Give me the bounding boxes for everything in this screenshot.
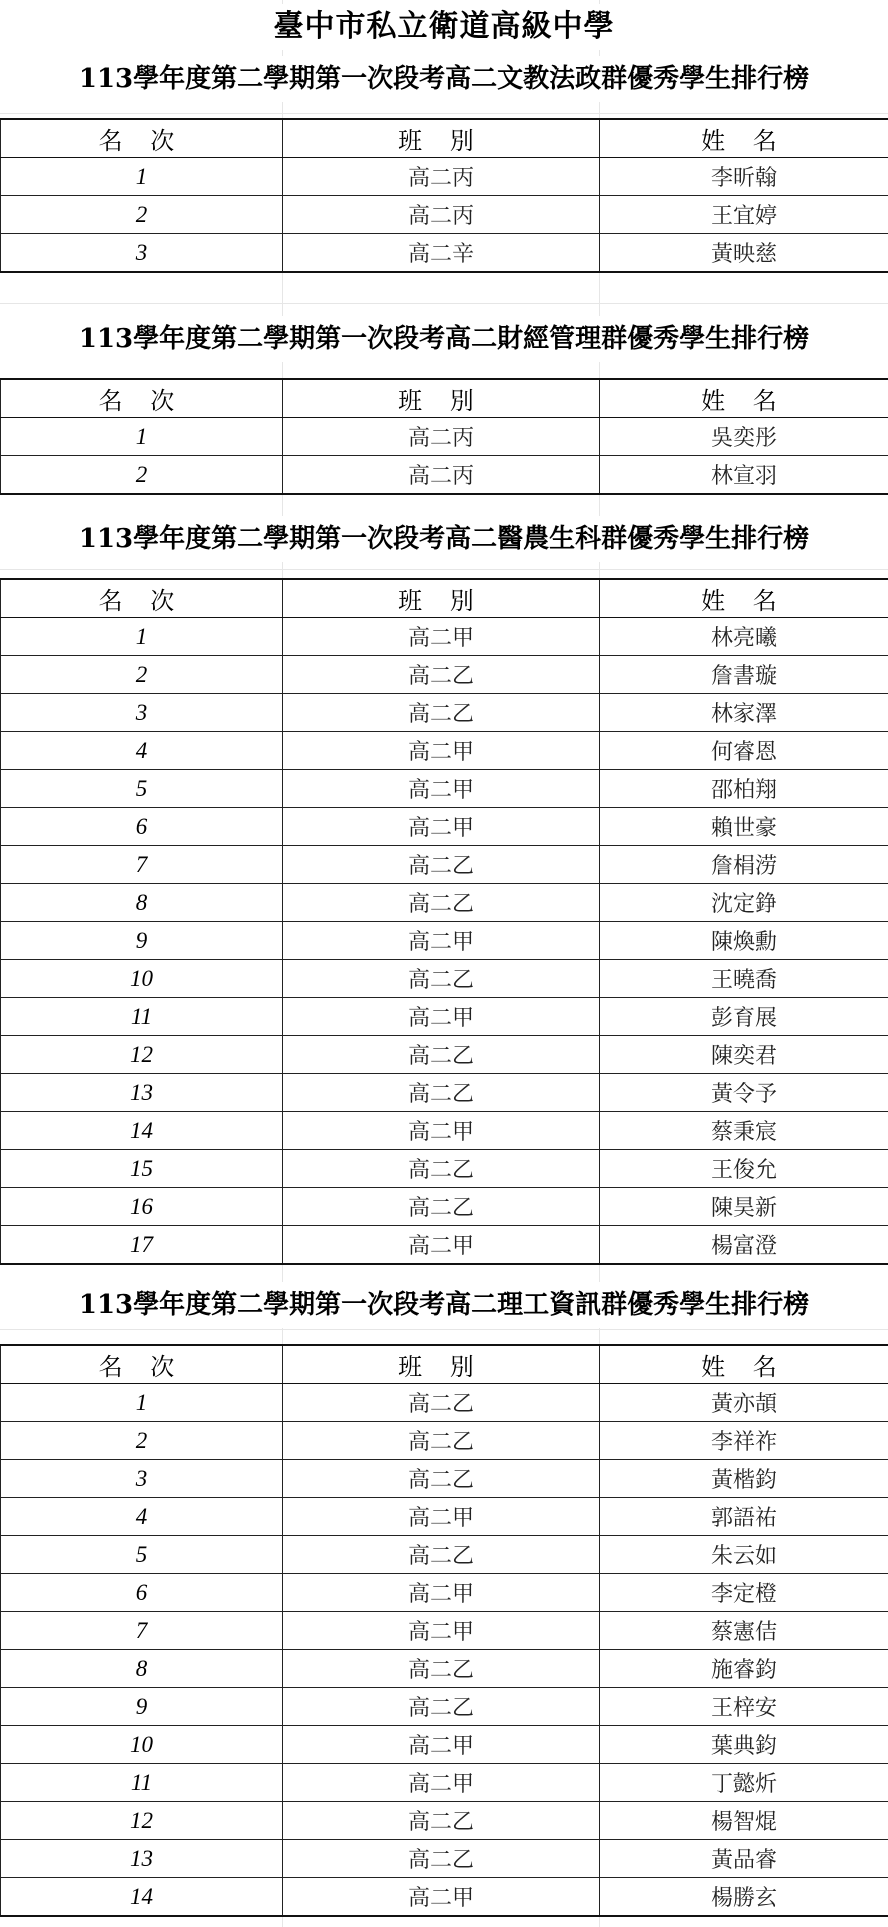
school-title: 臺中市私立衛道高級中學	[0, 4, 888, 50]
rank-header: 名 次	[1, 119, 283, 158]
name-cell: 朱云如	[600, 1536, 888, 1574]
name-cell: 郭語祐	[600, 1498, 888, 1536]
name-cell: 陳煥勳	[600, 922, 888, 960]
rank-cell: 12	[1, 1802, 283, 1840]
ranking-table	[0, 578, 888, 1265]
name-cell: 黃楷鈞	[600, 1460, 888, 1498]
table-row	[1, 1840, 888, 1878]
class-cell: 高二乙	[283, 1150, 600, 1188]
rank-cell: 11	[1, 1764, 283, 1802]
name-cell: 李祥祚	[600, 1422, 888, 1460]
name-cell: 陳奕君	[600, 1036, 888, 1074]
section-science-engineering	[0, 1282, 888, 1917]
class-cell: 高二乙	[283, 884, 600, 922]
name-cell: 林宣羽	[600, 456, 888, 495]
table-row	[1, 1112, 888, 1150]
table-row	[1, 1688, 888, 1726]
table-row	[1, 1878, 888, 1917]
rank-cell: 1	[1, 1384, 283, 1422]
name-cell: 黃品睿	[600, 1840, 888, 1878]
table-row	[1, 1764, 888, 1802]
name-cell: 李定橙	[600, 1574, 888, 1612]
rank-cell: 16	[1, 1188, 283, 1226]
table-header-row	[1, 1345, 888, 1384]
class-header: 班 別	[283, 1345, 600, 1384]
class-cell: 高二甲	[283, 1574, 600, 1612]
table-row	[1, 922, 888, 960]
class-cell: 高二乙	[283, 1536, 600, 1574]
rank-cell: 13	[1, 1840, 283, 1878]
ranking-table	[0, 1344, 888, 1917]
name-cell: 王宜婷	[600, 196, 888, 234]
class-cell: 高二丙	[283, 196, 600, 234]
table-row	[1, 618, 888, 656]
class-cell: 高二甲	[283, 808, 600, 846]
name-cell: 楊智焜	[600, 1802, 888, 1840]
section-medical-agriculture	[0, 516, 888, 1265]
table-row	[1, 158, 888, 196]
rank-cell: 1	[1, 418, 283, 456]
name-cell: 蔡憲佶	[600, 1612, 888, 1650]
class-header: 班 別	[283, 379, 600, 418]
rank-cell: 10	[1, 960, 283, 998]
name-cell: 楊富澄	[600, 1226, 888, 1265]
ranking-table	[0, 118, 888, 273]
section-title: 113學年度第二學期第一次段考高二醫農生科群優秀學生排行榜	[0, 516, 888, 562]
class-header: 班 別	[283, 119, 600, 158]
class-cell: 高二丙	[283, 418, 600, 456]
class-cell: 高二甲	[283, 922, 600, 960]
table-row	[1, 1612, 888, 1650]
rank-cell: 4	[1, 732, 283, 770]
section-title: 113學年度第二學期第一次段考高二文教法政群優秀學生排行榜	[0, 56, 888, 102]
class-cell: 高二丙	[283, 158, 600, 196]
rank-header: 名 次	[1, 579, 283, 618]
class-cell: 高二乙	[283, 1688, 600, 1726]
name-header: 姓 名	[600, 119, 888, 158]
class-cell: 高二丙	[283, 456, 600, 495]
table-row	[1, 1150, 888, 1188]
rank-cell: 13	[1, 1074, 283, 1112]
table-header-row	[1, 119, 888, 158]
name-cell: 詹書璇	[600, 656, 888, 694]
name-cell: 林亮曦	[600, 618, 888, 656]
class-cell: 高二甲	[283, 1112, 600, 1150]
class-cell: 高二乙	[283, 694, 600, 732]
rank-cell: 8	[1, 884, 283, 922]
name-cell: 邵柏翔	[600, 770, 888, 808]
name-cell: 蔡秉宸	[600, 1112, 888, 1150]
class-cell: 高二甲	[283, 618, 600, 656]
table-row	[1, 656, 888, 694]
class-cell: 高二乙	[283, 1384, 600, 1422]
table-row	[1, 1226, 888, 1265]
table-header-row	[1, 379, 888, 418]
table-row	[1, 960, 888, 998]
table-row	[1, 1384, 888, 1422]
table-row	[1, 1574, 888, 1612]
name-cell: 何睿恩	[600, 732, 888, 770]
spacer-row	[0, 1328, 888, 1344]
name-cell: 施睿鈞	[600, 1650, 888, 1688]
table-header-row	[1, 579, 888, 618]
table-row	[1, 998, 888, 1036]
rank-cell: 9	[1, 1688, 283, 1726]
rank-header: 名 次	[1, 379, 283, 418]
table-row	[1, 1036, 888, 1074]
table-row	[1, 1802, 888, 1840]
name-cell: 陳昊新	[600, 1188, 888, 1226]
table-row	[1, 1074, 888, 1112]
class-cell: 高二乙	[283, 1650, 600, 1688]
rank-cell: 1	[1, 618, 283, 656]
table-row	[1, 694, 888, 732]
rank-cell: 5	[1, 770, 283, 808]
name-cell: 李昕翰	[600, 158, 888, 196]
table-row	[1, 1422, 888, 1460]
class-cell: 高二甲	[283, 1612, 600, 1650]
rank-cell: 14	[1, 1112, 283, 1150]
name-cell: 吳奕彤	[600, 418, 888, 456]
rank-cell: 17	[1, 1226, 283, 1265]
name-cell: 黃亦頡	[600, 1384, 888, 1422]
rank-cell: 7	[1, 1612, 283, 1650]
table-row	[1, 732, 888, 770]
class-cell: 高二甲	[283, 1226, 600, 1265]
section-finance-management	[0, 316, 888, 495]
rank-cell: 7	[1, 846, 283, 884]
class-cell: 高二甲	[283, 770, 600, 808]
table-row	[1, 808, 888, 846]
name-cell: 黃令予	[600, 1074, 888, 1112]
name-header: 姓 名	[600, 1345, 888, 1384]
table-row	[1, 846, 888, 884]
name-cell: 林家澤	[600, 694, 888, 732]
table-row	[1, 1188, 888, 1226]
name-cell: 詹梋涝	[600, 846, 888, 884]
name-cell: 楊勝玄	[600, 1878, 888, 1917]
class-cell: 高二甲	[283, 1726, 600, 1764]
class-cell: 高二乙	[283, 1460, 600, 1498]
name-cell: 王曉喬	[600, 960, 888, 998]
table-row	[1, 1460, 888, 1498]
table-row	[1, 770, 888, 808]
rank-cell: 11	[1, 998, 283, 1036]
rank-cell: 6	[1, 1574, 283, 1612]
table-row	[1, 196, 888, 234]
name-cell: 丁懿炘	[600, 1764, 888, 1802]
rank-cell: 14	[1, 1878, 283, 1917]
rank-cell: 3	[1, 694, 283, 732]
class-cell: 高二甲	[283, 1764, 600, 1802]
spacer-row	[0, 362, 888, 378]
name-cell: 沈定錚	[600, 884, 888, 922]
class-cell: 高二甲	[283, 1878, 600, 1917]
class-cell: 高二乙	[283, 1840, 600, 1878]
table-row	[1, 1536, 888, 1574]
rank-cell: 2	[1, 196, 283, 234]
table-row	[1, 1650, 888, 1688]
rank-header: 名 次	[1, 1345, 283, 1384]
rank-cell: 9	[1, 922, 283, 960]
table-row	[1, 456, 888, 495]
rank-cell: 3	[1, 234, 283, 273]
class-cell: 高二乙	[283, 960, 600, 998]
name-header: 姓 名	[600, 379, 888, 418]
table-row	[1, 1498, 888, 1536]
rank-cell: 10	[1, 1726, 283, 1764]
name-cell: 賴世豪	[600, 808, 888, 846]
name-cell: 王梓安	[600, 1688, 888, 1726]
class-cell: 高二甲	[283, 998, 600, 1036]
class-cell: 高二乙	[283, 1802, 600, 1840]
section-title: 113學年度第二學期第一次段考高二財經管理群優秀學生排行榜	[0, 316, 888, 362]
rank-cell: 5	[1, 1536, 283, 1574]
rank-cell: 12	[1, 1036, 283, 1074]
name-cell: 黃映慈	[600, 234, 888, 273]
spacer-row	[0, 102, 888, 118]
rank-cell: 15	[1, 1150, 283, 1188]
rank-cell: 1	[1, 158, 283, 196]
class-cell: 高二甲	[283, 1498, 600, 1536]
spacer-row	[0, 562, 888, 578]
class-cell: 高二辛	[283, 234, 600, 273]
rank-cell: 6	[1, 808, 283, 846]
rank-cell: 2	[1, 1422, 283, 1460]
table-row	[1, 884, 888, 922]
table-row	[1, 234, 888, 273]
class-cell: 高二乙	[283, 1036, 600, 1074]
class-cell: 高二乙	[283, 846, 600, 884]
rank-cell: 2	[1, 456, 283, 495]
name-header: 姓 名	[600, 579, 888, 618]
name-cell: 王俊允	[600, 1150, 888, 1188]
name-cell: 葉典鈞	[600, 1726, 888, 1764]
name-cell: 彭育展	[600, 998, 888, 1036]
rank-cell: 4	[1, 1498, 283, 1536]
section-literature-law	[0, 56, 888, 273]
class-cell: 高二乙	[283, 1074, 600, 1112]
table-row	[1, 1726, 888, 1764]
section-title: 113學年度第二學期第一次段考高二理工資訊群優秀學生排行榜	[0, 1282, 888, 1328]
class-cell: 高二甲	[283, 732, 600, 770]
rank-cell: 8	[1, 1650, 283, 1688]
rank-cell: 3	[1, 1460, 283, 1498]
table-row	[1, 418, 888, 456]
ranking-table	[0, 378, 888, 495]
class-cell: 高二乙	[283, 1188, 600, 1226]
class-cell: 高二乙	[283, 1422, 600, 1460]
class-cell: 高二乙	[283, 656, 600, 694]
rank-cell: 2	[1, 656, 283, 694]
class-header: 班 別	[283, 579, 600, 618]
